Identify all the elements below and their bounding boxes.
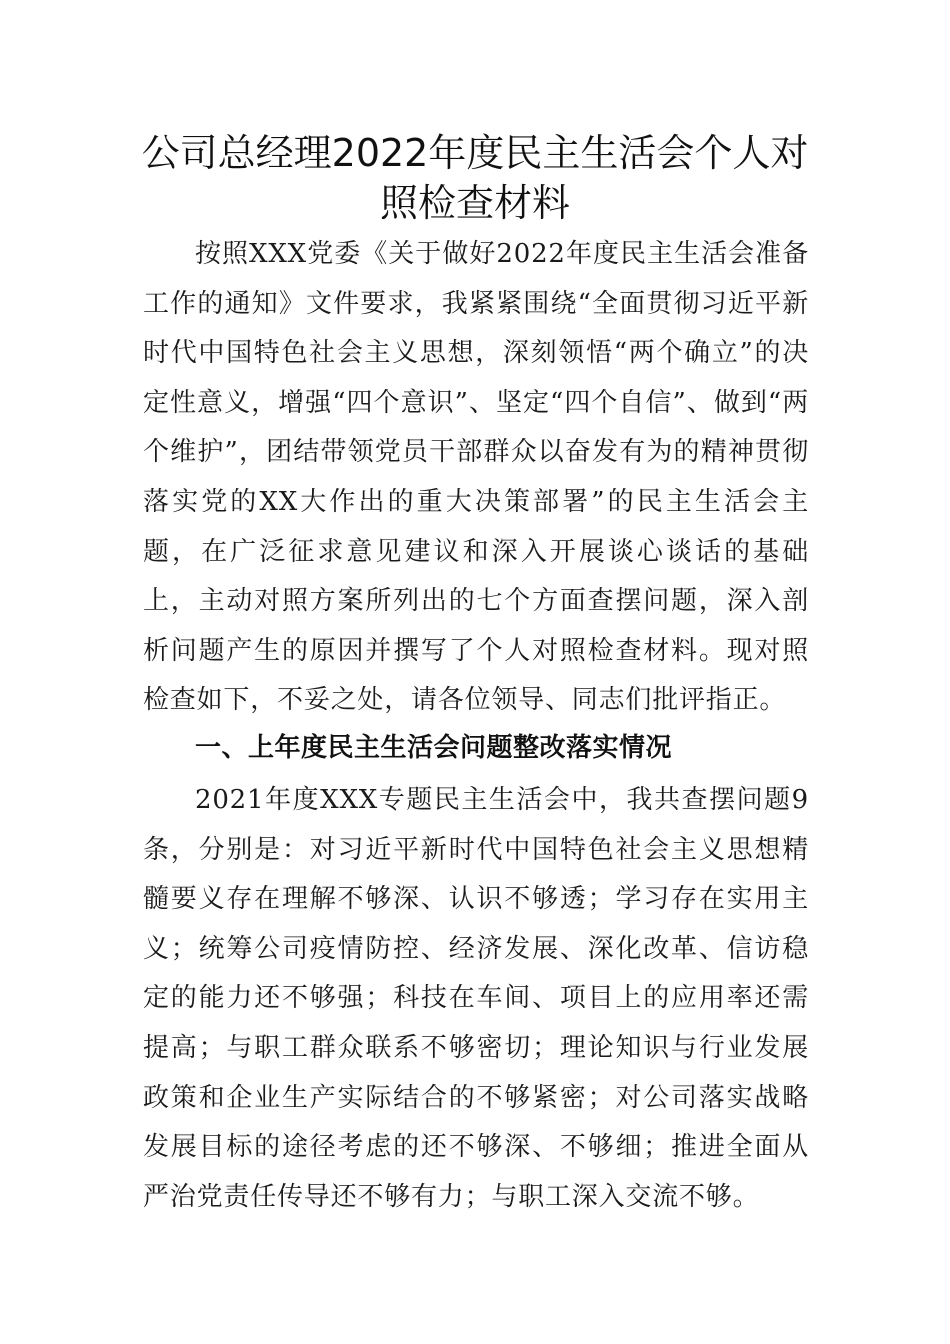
intro-paragraph: 按照XXX党委《关于做好2022年度民主生活会准备工作的通知》文件要求，我紧紧围绕“全面贯彻习近平新时代中国特色社会主义思想，深刻领悟“两个确立”的决定性意义，增强“四个意识”、坚定“四个自信”、做到“两个维护”，团结带领党员干部群众以奋发有为的精神贯彻落实党的XX大作出的重大决策部署”的民主生活会主题，在广泛征求意见建议和深入开展谈心谈话的基础上，主动对照方案所列出的七个方面查摆问题，深入剖析问题产生的原因并撰写了个人对照检查材料。现对照检查如下，不妥之处，请各位领导、同志们批评指正。 xyxy=(143,239,809,716)
document-title: 公司总经理2022年度民主生活会个人对照检查材料 xyxy=(141,131,809,225)
section-heading: 一、上年度民主生活会问题整改落实情况 xyxy=(195,733,673,763)
section-paragraph: 2021年度XXX专题民主生活会中，我共查摆问题9条，分别是：对习近平新时代中国特色社会主义思想精髓要义存在理解不够深、认识不够透；学习存在实用主义；统筹公司疫情防控、经济发展、深化改革、信访稳定的能力还不够强；科技在车间、项目上的应用率还需提高；与职工群众联系不够密切；理论知识与行业发展政策和企业生产实际结合的不够紧密；对公司落实战略发展目标的途径考虑的还不够深、不够细；推进全面从严治党责任传导还不够有力；与职工深入交流不够。 xyxy=(143,785,809,1212)
